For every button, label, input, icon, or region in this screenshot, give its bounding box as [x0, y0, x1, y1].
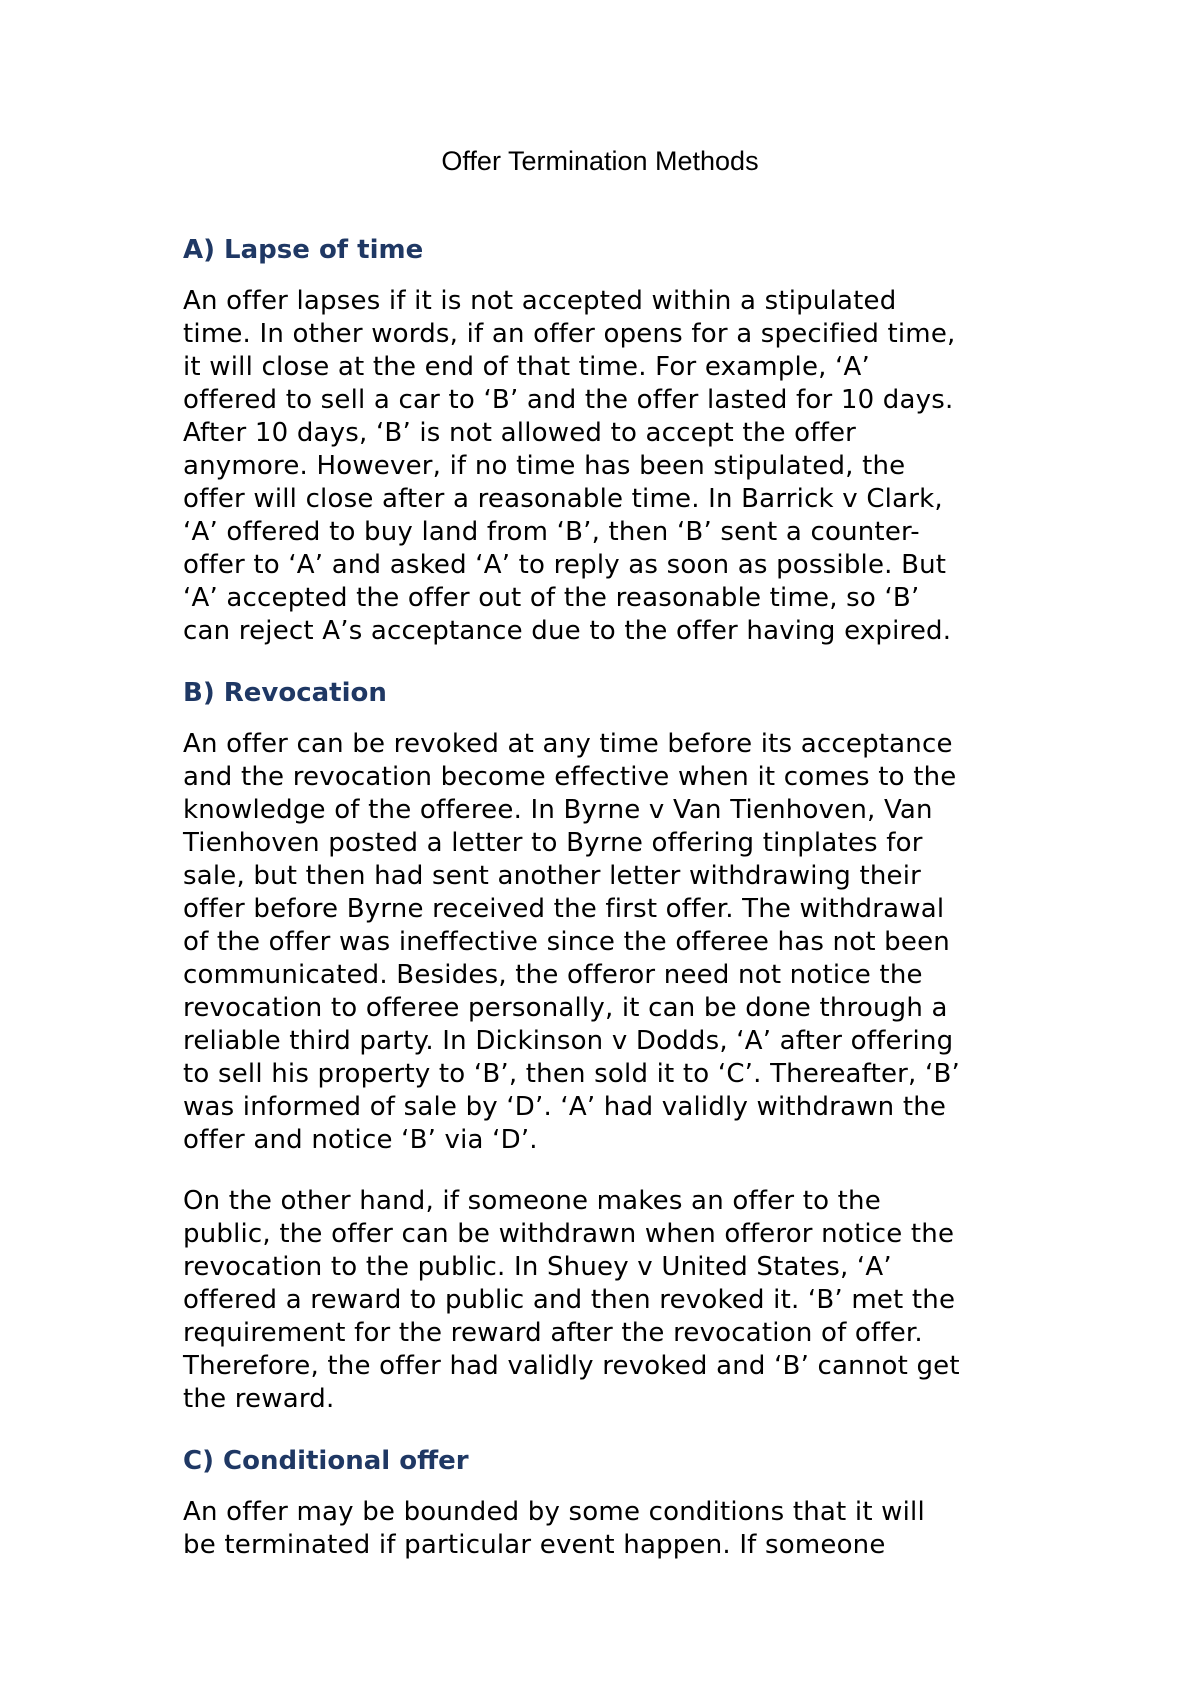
text-line: offer before Byrne received the first offer. The withdrawal — [183, 894, 945, 924]
text-line: After 10 days, ‘B’ is not allowed to accept the offer — [183, 418, 857, 448]
text-line: time. In other words, if an offer opens for a specified time, — [183, 319, 956, 349]
section-revocation — [183, 676, 1023, 1416]
text-line: and the revocation become effective when it comes to the — [183, 762, 957, 792]
section-heading: A) Lapse of time — [183, 235, 424, 265]
text-line: knowledge of the offeree. In Byrne v Van Tienhoven, Van — [183, 795, 933, 825]
text-line: to sell his property to ‘B’, then sold it to ‘C’. Thereafter, ‘B’ — [183, 1059, 960, 1089]
document-body — [183, 233, 1023, 1590]
text-line: sale, but then had sent another letter withdrawing their — [183, 861, 922, 891]
paragraph — [183, 1496, 1023, 1562]
text-line: the reward. — [183, 1384, 335, 1414]
document-title: Offer Termination Methods — [441, 146, 759, 176]
paragraph — [183, 285, 1023, 648]
paragraph — [183, 728, 1023, 1157]
text-line: ‘A’ accepted the offer out of the reasonable time, so ‘B’ — [183, 583, 920, 613]
text-line: Therefore, the offer had validly revoked and ‘B’ cannot get — [183, 1351, 960, 1381]
text-line: anymore. However, if no time has been stipulated, the — [183, 451, 906, 481]
text-line: it will close at the end of that time. For example, ‘A’ — [183, 352, 870, 382]
section-heading: C) Conditional offer — [183, 1446, 469, 1476]
text-line: of the offer was ineffective since the offeree has not been — [183, 927, 950, 957]
text-line: An offer can be revoked at any time before its acceptance — [183, 729, 953, 759]
text-line: communicated. Besides, the offeror need not notice the — [183, 960, 923, 990]
text-line: An offer may be bounded by some conditions that it will — [183, 1497, 925, 1527]
section-lapse-of-time — [183, 233, 1023, 648]
section-conditional-offer — [183, 1444, 1023, 1562]
text-line: ‘A’ offered to buy land from ‘B’, then ‘B’ sent a counter- — [183, 517, 920, 547]
text-line: revocation to offeree personally, it can be done through a — [183, 993, 948, 1023]
text-line: revocation to the public. In Shuey v United States, ‘A’ — [183, 1252, 892, 1282]
text-line: offer to ‘A’ and asked ‘A’ to reply as soon as possible. But — [183, 550, 947, 580]
text-line: be terminated if particular event happen. If someone — [183, 1530, 886, 1560]
section-heading: B) Revocation — [183, 678, 387, 708]
text-line: offer and notice ‘B’ via ‘D’. — [183, 1125, 538, 1155]
text-line: offered a reward to public and then revoked it. ‘B’ met the — [183, 1285, 956, 1315]
text-line: can reject A’s acceptance due to the offer having expired. — [183, 616, 952, 646]
text-line: offer will close after a reasonable time. In Barrick v Clark, — [183, 484, 943, 514]
text-line: reliable third party. In Dickinson v Dodds, ‘A’ after offering — [183, 1026, 954, 1056]
text-line: public, the offer can be withdrawn when offeror notice the — [183, 1219, 955, 1249]
paragraph — [183, 1185, 1023, 1416]
text-line: On the other hand, if someone makes an offer to the — [183, 1186, 881, 1216]
text-line: requirement for the reward after the revocation of offer. — [183, 1318, 923, 1348]
text-line: was informed of sale by ‘D’. ‘A’ had validly withdrawn the — [183, 1092, 947, 1122]
text-line: offered to sell a car to ‘B’ and the offer lasted for 10 days. — [183, 385, 954, 415]
text-line: Tienhoven posted a letter to Byrne offering tinplates for — [183, 828, 923, 858]
text-line: An offer lapses if it is not accepted within a stipulated — [183, 286, 897, 316]
